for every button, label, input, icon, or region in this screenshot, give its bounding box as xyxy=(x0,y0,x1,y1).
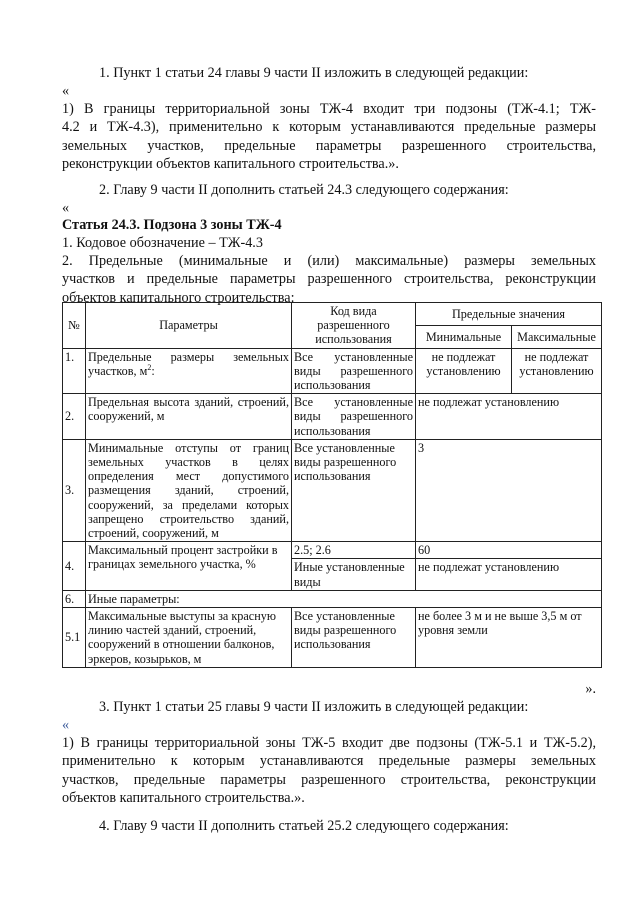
row-parameter: Минимальные отступы от границ земельных участков в целях определения мест допустимого размещения зданий, строений, сооружений, за пределами которых запрещено строительство зданий, строений, сооружений, м xyxy=(86,439,292,541)
row-parameter: Предельные размеры земельных участков, $м^2$: xyxy=(86,348,292,394)
item-1-text: 1) В границы территориальной зоны ТЖ-4 входит три подзоны (ТЖ-4.1; ТЖ- 4.2 и ТЖ-4.3), применительно к которым устанавливаются предельные размеры земельных участков, предельные параметры разрешенного строительства, реконструкции объектов капитального строительства.». xyxy=(62,101,596,173)
header-code: Код вида разрешенного использования xyxy=(292,303,416,349)
table-row xyxy=(63,348,602,394)
row-code: Иные установленные виды xyxy=(292,559,416,590)
row-number: 5.1 xyxy=(63,608,86,668)
header-number: № xyxy=(63,303,86,349)
header-max: Максимальные xyxy=(512,325,602,348)
table-row xyxy=(63,394,602,440)
row-value: 3 xyxy=(416,439,602,541)
row-value: не более 3 м и не выше 3,5 м от уровня земли xyxy=(416,608,602,668)
row-parameter: Иные параметры: xyxy=(86,590,602,607)
row-number: 4. xyxy=(63,542,86,591)
row-code: Все установленные виды разрешенного использования xyxy=(292,394,416,440)
row-parameter: Максимальные выступы за красную линию частей зданий, строений, сооружений в отношении балконов, эркеров, козырьков, м xyxy=(86,608,292,668)
row-parameter: Максимальный процент застройки в границах земельного участка, % xyxy=(86,542,292,591)
table-row xyxy=(63,542,602,559)
table-row xyxy=(63,439,602,541)
item-4-heading: 4. Главу 9 части II дополнить статьей 25.2 следующего содержания: xyxy=(99,818,509,834)
parameters-table xyxy=(62,302,602,668)
row-number: 6. xyxy=(63,590,86,607)
row-parameter: Предельная высота зданий, строений, сооружений, м xyxy=(86,394,292,440)
header-parameters: Параметры xyxy=(86,303,292,349)
quote-open-3: « xyxy=(62,717,70,733)
header-min: Минимальные xyxy=(416,325,512,348)
row-value: не подлежат установлению xyxy=(416,394,602,440)
row-code: Все установленные виды разрешенного использования xyxy=(292,439,416,541)
item-3-heading: 3. Пункт 1 статьи 25 главы 9 части II изложить в следующей редакции: xyxy=(99,699,529,715)
quote-close: ». xyxy=(585,681,596,697)
row-code: Все установленные виды разрешенного использования xyxy=(292,348,416,394)
row-code: 2.5; 2.6 xyxy=(292,542,416,559)
article-title: Статья 24.3. Подзона 3 зоны ТЖ-4 xyxy=(62,217,282,233)
code-designation: 1. Кодовое обозначение – ТЖ-4.3 xyxy=(62,235,263,251)
row-max: не подлежат установлению xyxy=(512,348,602,394)
row-value: не подлежат установлению xyxy=(416,559,602,590)
header-limits: Предельные значения xyxy=(416,303,602,326)
item-3-text: 1) В границы территориальной зоны ТЖ-5 входит две подзоны (ТЖ-5.1 и ТЖ-5.2), применительно к которым устанавливаются предельные размеры земельных участков, предельные параметры разрешенного строительства, реконструкции объектов капитального строительства.». xyxy=(62,735,596,807)
table-header-row xyxy=(63,303,602,326)
item-2-heading: 2. Главу 9 части II дополнить статьей 24.3 следующего содержания: xyxy=(99,182,509,198)
table-row xyxy=(63,608,602,668)
row-number: 1. xyxy=(63,348,86,394)
row-number: 2. xyxy=(63,394,86,440)
quote-open-1: « xyxy=(62,83,70,99)
quote-open-2: « xyxy=(62,200,70,216)
table-row xyxy=(63,590,602,607)
row-min: не подлежат установлению xyxy=(416,348,512,394)
row-code: Все установленные виды разрешенного использования xyxy=(292,608,416,668)
limits-intro: 2. Предельные (минимальные и (или) максимальные) размеры земельных участков и предельные параметры разрешенного строительства, реконструкции объектов капитального строительства: xyxy=(62,253,596,306)
row-number: 3. xyxy=(63,439,86,541)
item-1-heading: 1. Пункт 1 статьи 24 главы 9 части II изложить в следующей редакции: xyxy=(99,65,529,81)
row-value: 60 xyxy=(416,542,602,559)
